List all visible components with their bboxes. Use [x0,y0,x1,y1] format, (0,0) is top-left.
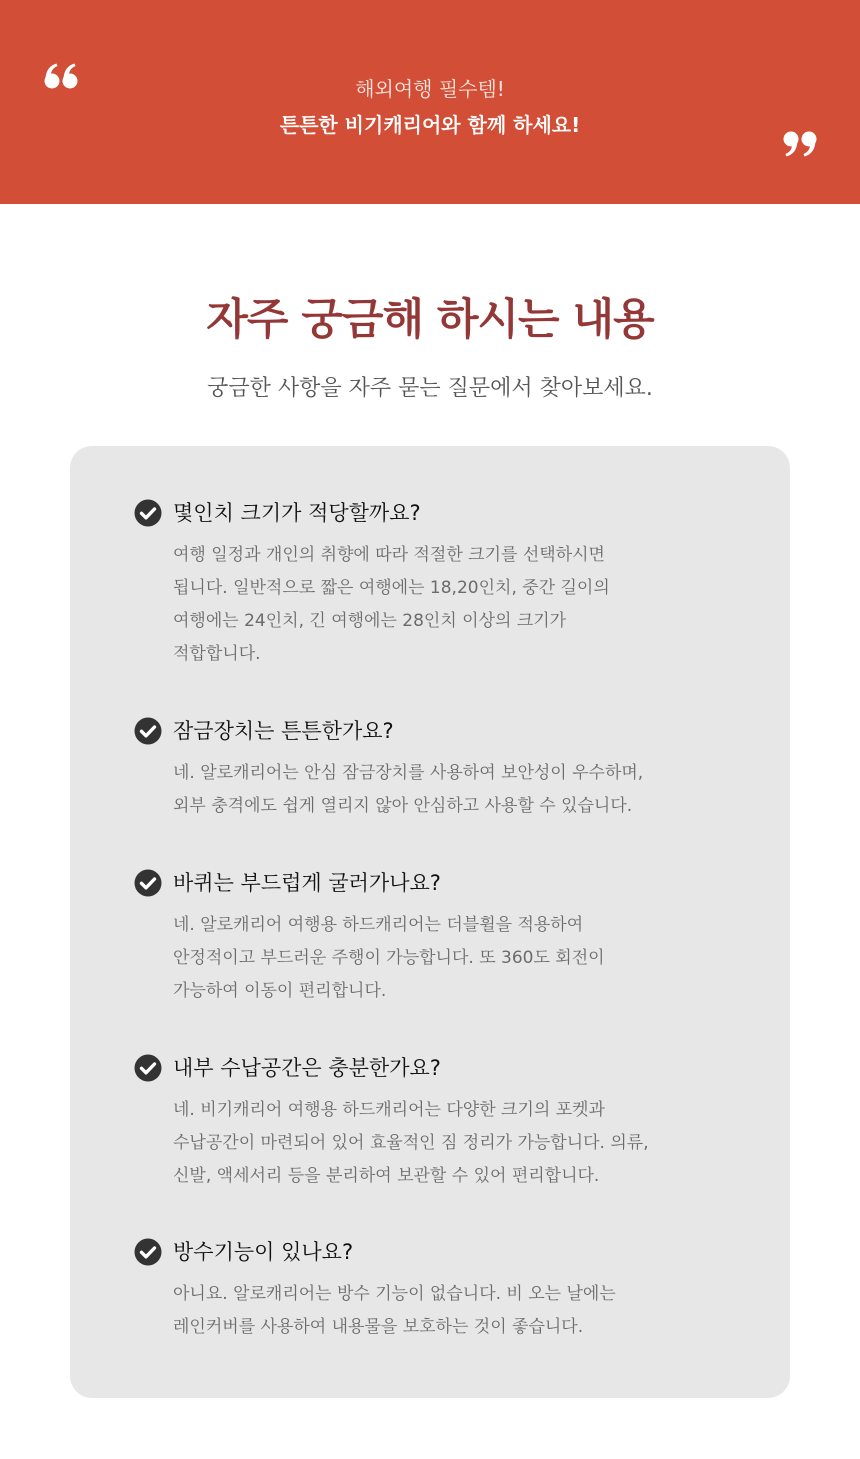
close-quote-icon [781,130,817,158]
faq-item [134,497,734,671]
faq-question: 내부 수납공간은 충분한가요? [173,1056,441,1080]
faq-answer: 네. 비기캐리어 여행용 하드캐리어는 다양한 크기의 포켓과 수납공간이 마련되어 있어 효율적인 짐 정리가 가능합니다. 의류, 신발, 액세서리 등을 분리하여 보관할 수 있어 편리합니다. [173,1100,649,1186]
faq-title: 자주 궁금해 하시는 내용 [206,295,654,345]
check-circle-icon [134,499,162,527]
faq-item [134,867,734,1008]
check-circle-icon [134,869,162,897]
faq-subtitle: 궁금한 사항을 자주 묻는 질문에서 찾아보세요. [207,376,653,401]
promo-banner [0,0,860,204]
faq-answer: 여행 일정과 개인의 취향에 따라 적절한 크기를 선택하시면 됩니다. 일반적으로 짧은 여행에는 18,20인치, 중간 길이의 여행에는 24인치, 긴 여행에는 28인치 이상의 크기가 적합합니다. [173,545,610,664]
faq-answer: 네. 알로캐리어는 안심 잠금장치를 사용하여 보안성이 우수하며, 외부 충격에도 쉽게 열리지 않아 안심하고 사용할 수 있습니다. [173,763,644,816]
banner-tagline: 해외여행 필수템! [355,77,505,101]
faq-question: 바퀴는 부드럽게 굴러가나요? [173,871,441,895]
faq-question: 잠금장치는 튼튼한가요? [173,719,394,743]
check-circle-icon [134,717,162,745]
banner-headline: 튼튼한 비기캐리어와 함께 하세요! [279,113,581,137]
faq-item [134,1052,734,1193]
check-circle-icon [134,1238,162,1266]
faq-question: 몇인치 크기가 적당할까요? [173,501,421,525]
faq-answer: 네. 알로캐리어 여행용 하드캐리어는 더블휠을 적용하여 안정적이고 부드러운 주행이 가능합니다. 또 360도 회전이 가능하여 이동이 편리합니다. [173,915,605,1001]
check-circle-icon [134,1054,162,1082]
faq-card [70,446,790,1398]
faq-item [134,715,734,823]
faq-item [134,1236,734,1344]
faq-question: 방수기능이 있나요? [173,1240,354,1264]
faq-answer: 아니요. 알로캐리어는 방수 기능이 없습니다. 비 오는 날에는 레인커버를 사용하여 내용물을 보호하는 것이 좋습니다. [173,1284,616,1337]
